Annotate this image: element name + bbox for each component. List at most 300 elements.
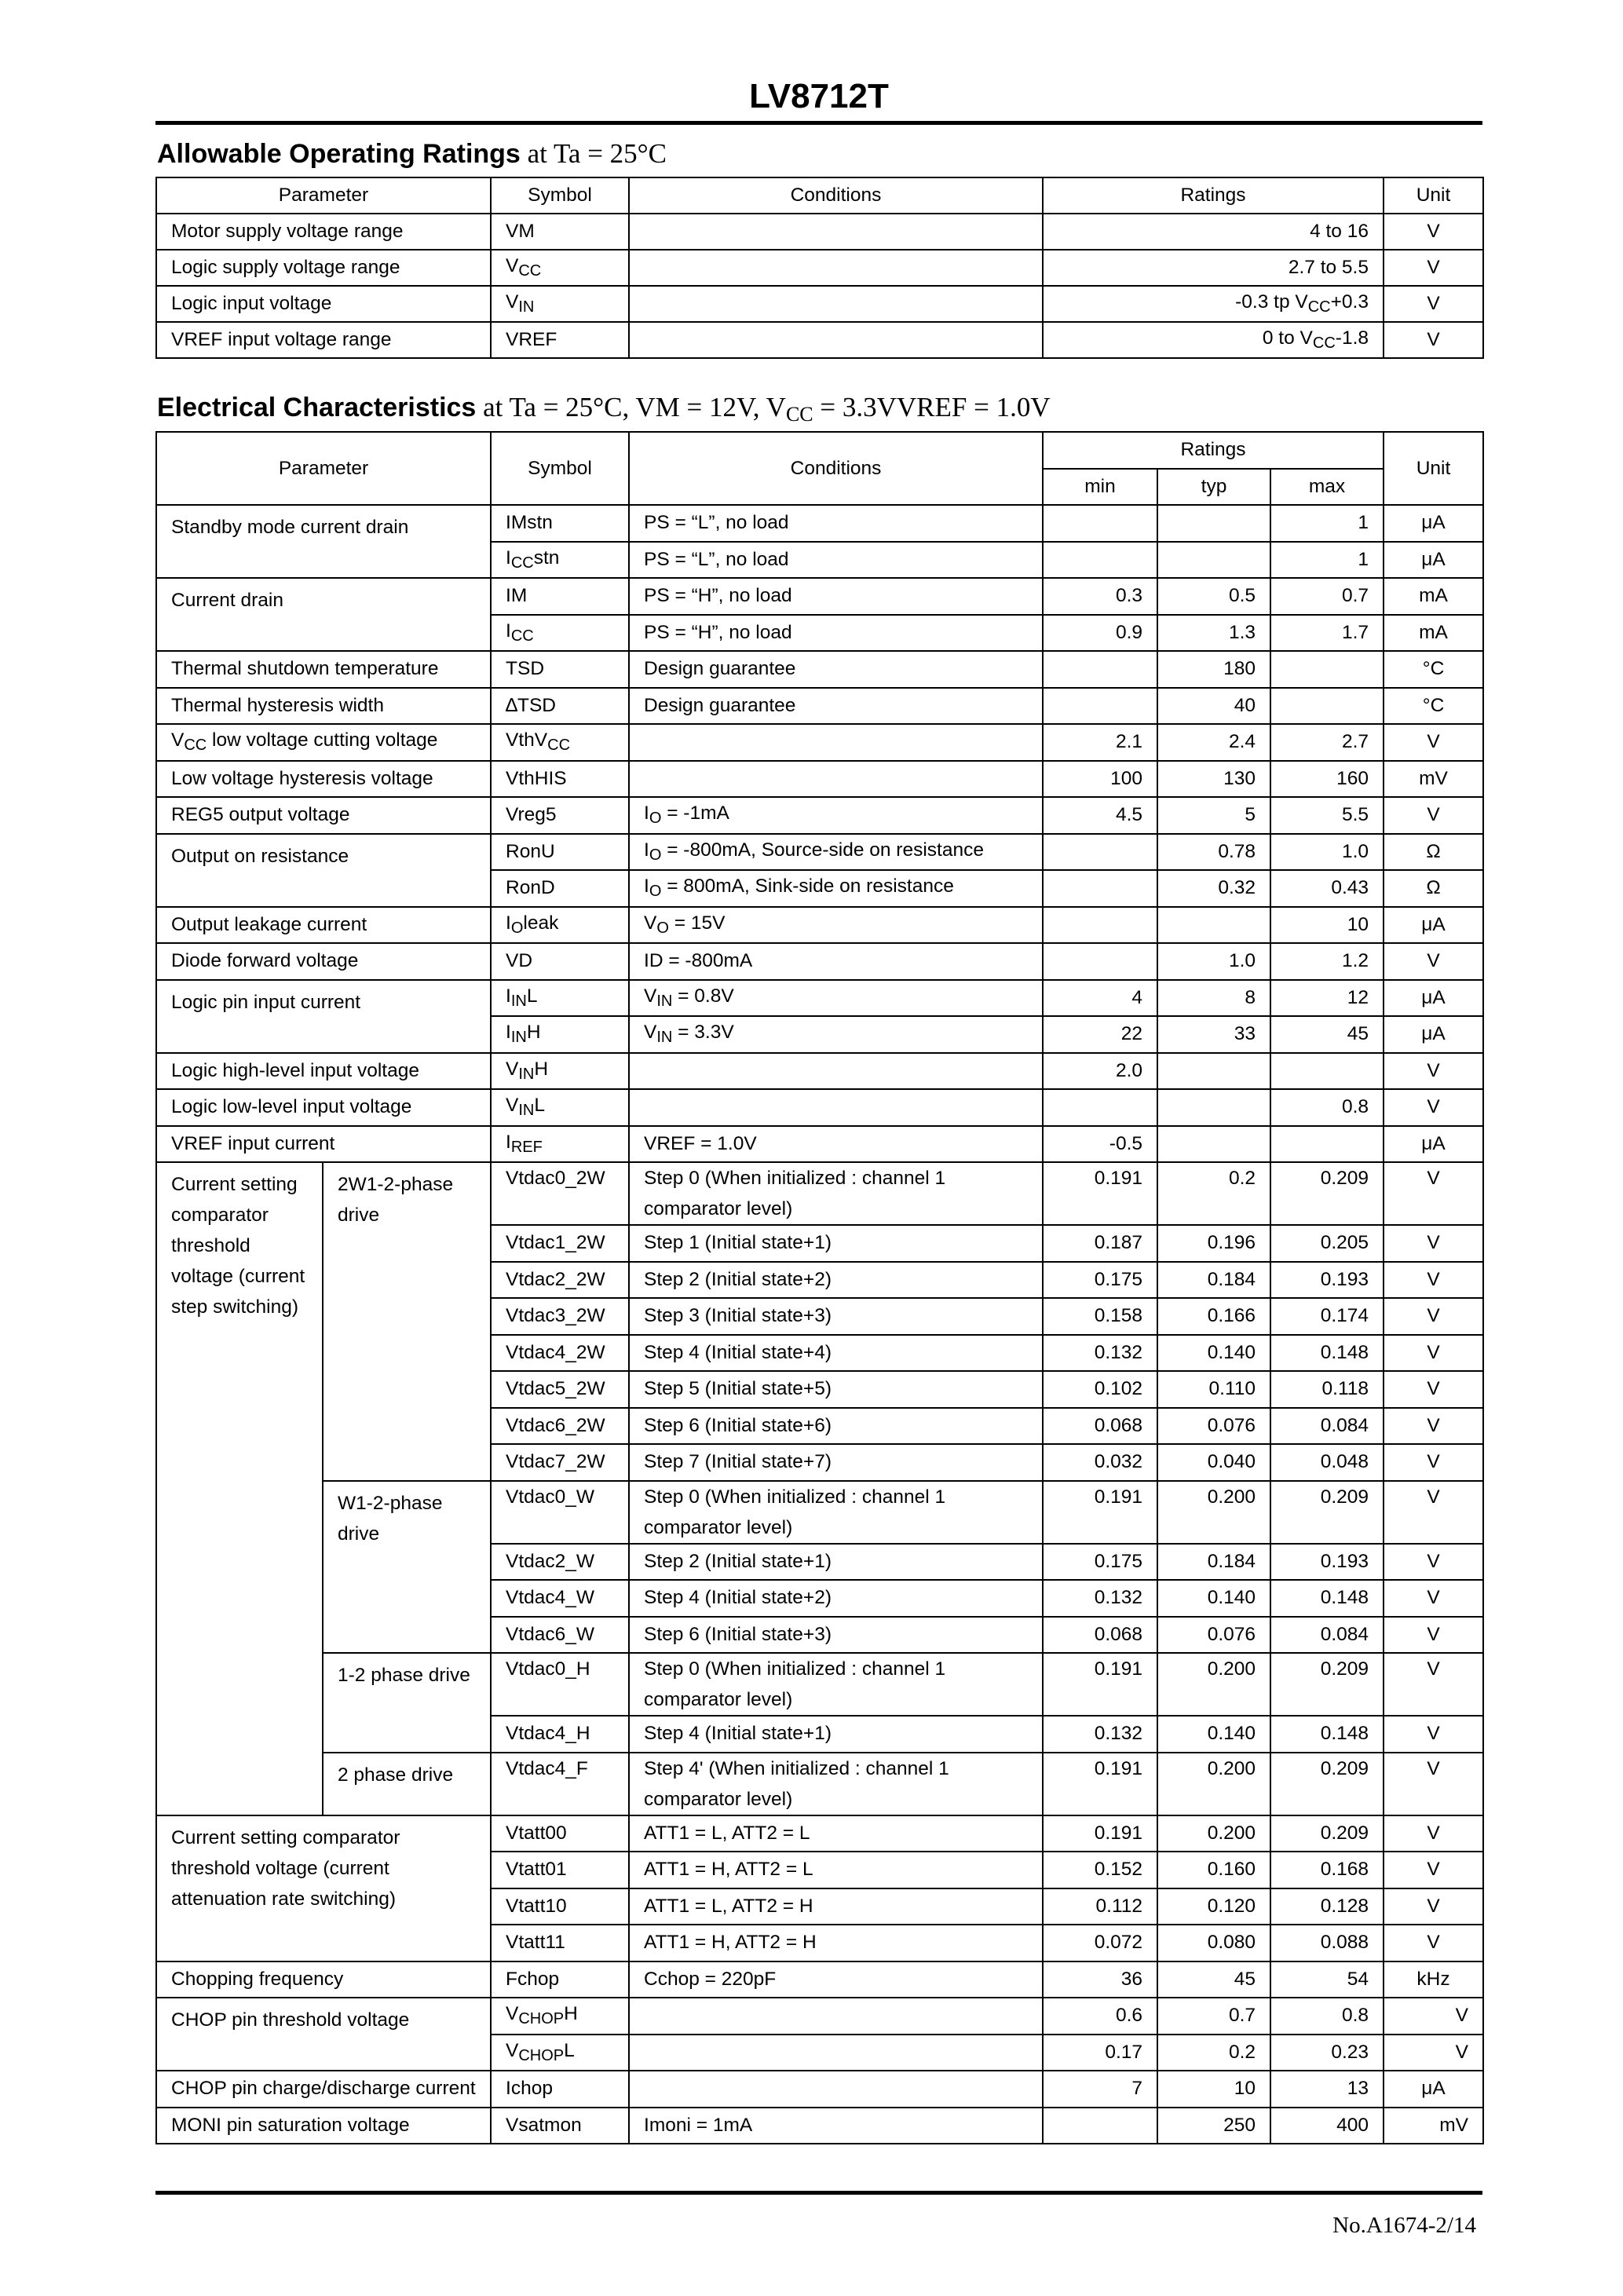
- cell-parameter: VREF input current: [156, 1126, 491, 1163]
- cell-symbol: Vtdac3_2W: [491, 1298, 629, 1335]
- table-row: [156, 797, 1483, 834]
- header-parameter: Parameter: [156, 177, 491, 214]
- cell-unit: Ω: [1384, 834, 1483, 871]
- section-heading-electrical: [157, 392, 1051, 426]
- cell-conditions: Design guarantee: [629, 688, 1043, 725]
- cell-unit: V: [1384, 1444, 1483, 1481]
- table-row: [156, 724, 1483, 761]
- cell-symbol: Vtatt11: [491, 1925, 629, 1961]
- cell-typ: [1157, 505, 1270, 542]
- table-row: [156, 2071, 1483, 2108]
- cell-max: 1.2: [1270, 943, 1384, 980]
- cell-conditions: $V_{IN} = 3.3V$: [629, 1016, 1043, 1053]
- cell-typ: 2.4: [1157, 724, 1270, 761]
- cell-typ: 0.7: [1157, 1998, 1270, 2035]
- cell-min: [1043, 870, 1157, 907]
- cell-parameter: VREF input voltage range: [156, 322, 491, 358]
- cell-typ: 180: [1157, 651, 1270, 688]
- table-row: [156, 250, 1483, 286]
- cell-max: 0.084: [1270, 1617, 1384, 1654]
- cell-max: 0.193: [1270, 1262, 1384, 1299]
- cell-max: 400: [1270, 2108, 1384, 2144]
- cell-conditions: ATT1 = L, ATT2 = L: [629, 1815, 1043, 1852]
- cell-parameter: Diode forward voltage: [156, 943, 491, 980]
- cell-min: 0.102: [1043, 1371, 1157, 1408]
- cell-conditions: PS = “L”, no load: [629, 542, 1043, 579]
- table-row: [156, 943, 1483, 980]
- cell-symbol: VthHIS: [491, 761, 629, 798]
- cell-conditions: ID = -800mA: [629, 943, 1043, 980]
- cell-unit: °C: [1384, 688, 1483, 725]
- cell-typ: 33: [1157, 1016, 1270, 1053]
- cell-drive-mode: W1-2-phase drive: [323, 1481, 491, 1654]
- cell-parameter: Current setting comparator threshold voltage (current attenuation rate switching): [156, 1815, 491, 1961]
- cell-max: 160: [1270, 761, 1384, 798]
- cell-conditions: Step 4 (Initial state+2): [629, 1580, 1043, 1617]
- cell-typ: 0.2: [1157, 1162, 1270, 1225]
- cell-typ: 40: [1157, 688, 1270, 725]
- cell-symbol: $V_{IN}L$: [491, 1089, 629, 1126]
- cell-max: 0.209: [1270, 1162, 1384, 1225]
- cell-symbol: $V_{IN}$: [491, 286, 629, 322]
- cell-typ: 0.196: [1157, 1225, 1270, 1262]
- cell-symbol: ∆TSD: [491, 688, 629, 725]
- cell-typ: 0.200: [1157, 1653, 1270, 1716]
- cell-unit: V: [1384, 2035, 1483, 2071]
- cell-unit: V: [1384, 1888, 1483, 1925]
- cell-symbol: Vtdac4_W: [491, 1580, 629, 1617]
- cell-min: 0.072: [1043, 1925, 1157, 1961]
- cell-unit: kHz: [1384, 1961, 1483, 1998]
- cell-conditions: $I_O = -1mA$: [629, 797, 1043, 834]
- header-ratings: Ratings: [1043, 177, 1384, 214]
- cell-typ: [1157, 907, 1270, 944]
- cell-conditions: Step 6 (Initial state+6): [629, 1408, 1043, 1445]
- cell-symbol: VM: [491, 214, 629, 250]
- cell-unit: V: [1384, 1335, 1483, 1372]
- cell-symbol: Vtdac2_W: [491, 1544, 629, 1581]
- cell-conditions: [629, 214, 1043, 250]
- cell-max: 0.209: [1270, 1753, 1384, 1815]
- cell-max: 1: [1270, 505, 1384, 542]
- cell-max: 0.148: [1270, 1716, 1384, 1753]
- cell-min: [1043, 688, 1157, 725]
- cell-min: 0.17: [1043, 2035, 1157, 2071]
- table-row: [156, 834, 1483, 871]
- cell-min: 0.132: [1043, 1716, 1157, 1753]
- cell-symbol: RonU: [491, 834, 629, 871]
- cell-min: [1043, 943, 1157, 980]
- cell-symbol: $I_{CC}$: [491, 615, 629, 652]
- cell-symbol: $I_{REF}$: [491, 1126, 629, 1163]
- cell-conditions: [629, 322, 1043, 358]
- cell-conditions: Step 5 (Initial state+5): [629, 1371, 1043, 1408]
- cell-symbol: $V_{CHOP}H$: [491, 1998, 629, 2035]
- cell-max: 1: [1270, 542, 1384, 579]
- header-symbol: Symbol: [491, 177, 629, 214]
- cell-symbol: IMstn: [491, 505, 629, 542]
- cell-max: 0.193: [1270, 1544, 1384, 1581]
- cell-symbol: Vreg5: [491, 797, 629, 834]
- cell-typ: 0.200: [1157, 1481, 1270, 1544]
- cell-conditions: PS = “L”, no load: [629, 505, 1043, 542]
- cell-min: 0.158: [1043, 1298, 1157, 1335]
- cell-max: 5.5: [1270, 797, 1384, 834]
- cell-symbol: $V_{IN}H$: [491, 1053, 629, 1090]
- cell-symbol: Vtdac2_2W: [491, 1262, 629, 1299]
- cell-max: 0.209: [1270, 1815, 1384, 1852]
- cell-conditions: ATT1 = L, ATT2 = H: [629, 1888, 1043, 1925]
- cell-symbol: Fchop: [491, 1961, 629, 1998]
- cell-conditions: [629, 1089, 1043, 1126]
- cell-max: 0.8: [1270, 1089, 1384, 1126]
- cell-rating: 4 to 16: [1043, 214, 1384, 250]
- cell-parameter: Output on resistance: [156, 834, 491, 907]
- cell-max: 45: [1270, 1016, 1384, 1053]
- cell-parameter: Motor supply voltage range: [156, 214, 491, 250]
- cell-min: [1043, 542, 1157, 579]
- table-row: [156, 1753, 1483, 1815]
- page-number: No.A1674-2/14: [1332, 2213, 1476, 2238]
- cell-symbol: $I_{CC}stn$: [491, 542, 629, 579]
- cell-unit: °C: [1384, 651, 1483, 688]
- cell-typ: 5: [1157, 797, 1270, 834]
- cell-symbol: $V_{CC}$: [491, 250, 629, 286]
- table-header-row: [156, 432, 1483, 469]
- cell-parameter: Logic high-level input voltage: [156, 1053, 491, 1090]
- cell-max: 0.148: [1270, 1335, 1384, 1372]
- section-heading-operating-ratings: [157, 138, 667, 170]
- cell-max: 0.209: [1270, 1481, 1384, 1544]
- table-row: [156, 286, 1483, 322]
- operating-ratings-table: [155, 177, 1484, 359]
- cell-min: 0.068: [1043, 1617, 1157, 1654]
- cell-unit: μA: [1384, 1016, 1483, 1053]
- table-row: [156, 1653, 1483, 1716]
- cell-typ: 0.200: [1157, 1815, 1270, 1852]
- cell-conditions: ATT1 = H, ATT2 = H: [629, 1925, 1043, 1961]
- cell-conditions: [629, 1053, 1043, 1090]
- cell-unit: V: [1384, 1408, 1483, 1445]
- cell-min: 0.175: [1043, 1544, 1157, 1581]
- cell-unit: V: [1384, 286, 1483, 322]
- cell-parameter: Low voltage hysteresis voltage: [156, 761, 491, 798]
- cell-min: 0.132: [1043, 1335, 1157, 1372]
- cell-max: 0.048: [1270, 1444, 1384, 1481]
- cell-typ: 0.166: [1157, 1298, 1270, 1335]
- cell-conditions: PS = “H”, no load: [629, 615, 1043, 652]
- section-condition: at Ta = 25°C, VM = 12V, $V_{CC}$ = 3.3VVREF = 1.0V: [476, 392, 1051, 426]
- cell-symbol: Ichop: [491, 2071, 629, 2108]
- table-row: [156, 578, 1483, 615]
- table-row: [156, 1481, 1483, 1544]
- cell-parameter: Thermal hysteresis width: [156, 688, 491, 725]
- cell-unit: V: [1384, 1162, 1483, 1225]
- cell-min: 0.3: [1043, 578, 1157, 615]
- cell-parameter: REG5 output voltage: [156, 797, 491, 834]
- table-row: [156, 651, 1483, 688]
- cell-min: 36: [1043, 1961, 1157, 1998]
- cell-unit: V: [1384, 214, 1483, 250]
- header-min: min: [1043, 469, 1157, 506]
- cell-conditions: Step 2 (Initial state+1): [629, 1544, 1043, 1581]
- cell-symbol: TSD: [491, 651, 629, 688]
- cell-parameter: Logic supply voltage range: [156, 250, 491, 286]
- cell-typ: [1157, 1089, 1270, 1126]
- electrical-characteristics-table: [155, 431, 1484, 2144]
- cell-typ: 0.160: [1157, 1852, 1270, 1888]
- cell-max: [1270, 651, 1384, 688]
- cell-unit: V: [1384, 1298, 1483, 1335]
- cell-typ: 0.076: [1157, 1617, 1270, 1654]
- cell-conditions: [629, 286, 1043, 322]
- cell-min: 7: [1043, 2071, 1157, 2108]
- cell-typ: 0.120: [1157, 1888, 1270, 1925]
- table-row: [156, 322, 1483, 358]
- cell-unit: V: [1384, 943, 1483, 980]
- cell-conditions: Step 6 (Initial state+3): [629, 1617, 1043, 1654]
- cell-max: 0.209: [1270, 1653, 1384, 1716]
- cell-unit: V: [1384, 1653, 1483, 1716]
- cell-parameter: Chopping frequency: [156, 1961, 491, 1998]
- cell-unit: V: [1384, 322, 1483, 358]
- cell-max: 10: [1270, 907, 1384, 944]
- cell-max: 1.7: [1270, 615, 1384, 652]
- cell-parameter: Current drain: [156, 578, 491, 651]
- cell-unit: V: [1384, 1371, 1483, 1408]
- cell-unit: V: [1384, 1580, 1483, 1617]
- table-row: [156, 761, 1483, 798]
- cell-symbol: $I_{IN}H$: [491, 1016, 629, 1053]
- cell-unit: μA: [1384, 505, 1483, 542]
- cell-unit: V: [1384, 1815, 1483, 1852]
- cell-symbol: Vtdac4_H: [491, 1716, 629, 1753]
- table-row: [156, 1961, 1483, 1998]
- cell-max: 1.0: [1270, 834, 1384, 871]
- cell-max: 0.43: [1270, 870, 1384, 907]
- cell-parameter: Current setting comparator threshold voltage (current step switching): [156, 1162, 323, 1815]
- header-rule: [155, 121, 1482, 125]
- cell-min: 100: [1043, 761, 1157, 798]
- cell-parameter: Logic input voltage: [156, 286, 491, 322]
- cell-unit: V: [1384, 1617, 1483, 1654]
- cell-min: 0.191: [1043, 1815, 1157, 1852]
- cell-symbol: VthV$_{CC}$: [491, 724, 629, 761]
- cell-typ: 0.184: [1157, 1262, 1270, 1299]
- cell-symbol: Vtdac5_2W: [491, 1371, 629, 1408]
- cell-conditions: $V_O = 15V$: [629, 907, 1043, 944]
- cell-symbol: Vtdac4_2W: [491, 1335, 629, 1372]
- cell-unit: V: [1384, 1089, 1483, 1126]
- cell-drive-mode: 2W1-2-phase drive: [323, 1162, 491, 1481]
- cell-min: 0.191: [1043, 1753, 1157, 1815]
- header-symbol: Symbol: [491, 432, 629, 505]
- cell-parameter: Output leakage current: [156, 907, 491, 944]
- cell-typ: 0.5: [1157, 578, 1270, 615]
- table-row: [156, 1089, 1483, 1126]
- cell-symbol: Vtdac0_H: [491, 1653, 629, 1716]
- cell-unit: mV: [1384, 761, 1483, 798]
- table-row: [156, 1126, 1483, 1163]
- table-row: [156, 505, 1483, 542]
- cell-conditions: [629, 250, 1043, 286]
- cell-parameter: Thermal shutdown temperature: [156, 651, 491, 688]
- cell-symbol: Vtatt10: [491, 1888, 629, 1925]
- cell-unit: V: [1384, 1225, 1483, 1262]
- cell-symbol: RonD: [491, 870, 629, 907]
- cell-max: 12: [1270, 980, 1384, 1017]
- cell-conditions: Step 2 (Initial state+2): [629, 1262, 1043, 1299]
- cell-min: [1043, 834, 1157, 871]
- cell-conditions: Step 1 (Initial state+1): [629, 1225, 1043, 1262]
- cell-symbol: Vtdac6_W: [491, 1617, 629, 1654]
- cell-max: 0.8: [1270, 1998, 1384, 2035]
- cell-typ: [1157, 1126, 1270, 1163]
- cell-min: 0.132: [1043, 1580, 1157, 1617]
- cell-typ: 0.040: [1157, 1444, 1270, 1481]
- cell-conditions: $I_O = -800mA$, Source-side on resistance: [629, 834, 1043, 871]
- cell-max: 0.088: [1270, 1925, 1384, 1961]
- cell-unit: μA: [1384, 2071, 1483, 2108]
- cell-min: 0.187: [1043, 1225, 1157, 1262]
- cell-max: 0.128: [1270, 1888, 1384, 1925]
- cell-unit: V: [1384, 250, 1483, 286]
- cell-unit: V: [1384, 1753, 1483, 1815]
- cell-typ: 130: [1157, 761, 1270, 798]
- cell-max: 0.118: [1270, 1371, 1384, 1408]
- cell-unit: V: [1384, 1925, 1483, 1961]
- cell-unit: V: [1384, 1481, 1483, 1544]
- cell-typ: 45: [1157, 1961, 1270, 1998]
- header-ratings: Ratings: [1043, 432, 1384, 469]
- cell-typ: 0.080: [1157, 1925, 1270, 1961]
- cell-unit: V: [1384, 1262, 1483, 1299]
- cell-conditions: $V_{IN} = 0.8V$: [629, 980, 1043, 1017]
- cell-conditions: Step 0 (When initialized : channel 1 comparator level): [629, 1481, 1043, 1544]
- cell-min: [1043, 1089, 1157, 1126]
- cell-symbol: VREF: [491, 322, 629, 358]
- cell-typ: 250: [1157, 2108, 1270, 2144]
- cell-min: 0.9: [1043, 615, 1157, 652]
- cell-unit: mV: [1384, 2108, 1483, 2144]
- cell-max: 2.7: [1270, 724, 1384, 761]
- cell-typ: 10: [1157, 2071, 1270, 2108]
- cell-min: 22: [1043, 1016, 1157, 1053]
- page-title: LV8712T: [749, 77, 889, 115]
- cell-unit: mA: [1384, 578, 1483, 615]
- cell-max: [1270, 1126, 1384, 1163]
- cell-typ: 0.32: [1157, 870, 1270, 907]
- cell-max: 0.7: [1270, 578, 1384, 615]
- cell-parameter: Logic low-level input voltage: [156, 1089, 491, 1126]
- table-row: [156, 1998, 1483, 2035]
- cell-min: 0.032: [1043, 1444, 1157, 1481]
- cell-min: 0.191: [1043, 1162, 1157, 1225]
- cell-typ: 1.0: [1157, 943, 1270, 980]
- cell-conditions: $I_O = 800mA$, Sink-side on resistance: [629, 870, 1043, 907]
- cell-parameter: Standby mode current drain: [156, 505, 491, 578]
- cell-unit: μA: [1384, 542, 1483, 579]
- cell-min: [1043, 2108, 1157, 2144]
- cell-symbol: Vtdac1_2W: [491, 1225, 629, 1262]
- cell-max: 0.148: [1270, 1580, 1384, 1617]
- cell-max: 0.084: [1270, 1408, 1384, 1445]
- cell-parameter: CHOP pin threshold voltage: [156, 1998, 491, 2071]
- cell-conditions: Imoni = 1mA: [629, 2108, 1043, 2144]
- cell-drive-mode: 2 phase drive: [323, 1753, 491, 1815]
- cell-min: 0.152: [1043, 1852, 1157, 1888]
- cell-min: 2.1: [1043, 724, 1157, 761]
- cell-min: -0.5: [1043, 1126, 1157, 1163]
- cell-unit: μA: [1384, 907, 1483, 944]
- cell-conditions: [629, 2071, 1043, 2108]
- section-title: Allowable Operating Ratings: [157, 139, 521, 169]
- cell-unit: V: [1384, 797, 1483, 834]
- cell-drive-mode: 1-2 phase drive: [323, 1653, 491, 1753]
- cell-min: 0.068: [1043, 1408, 1157, 1445]
- cell-parameter: Logic pin input current: [156, 980, 491, 1053]
- cell-min: [1043, 651, 1157, 688]
- cell-conditions: Step 3 (Initial state+3): [629, 1298, 1043, 1335]
- cell-max: 0.23: [1270, 2035, 1384, 2071]
- cell-typ: 8: [1157, 980, 1270, 1017]
- cell-max: 0.168: [1270, 1852, 1384, 1888]
- cell-max: 0.174: [1270, 1298, 1384, 1335]
- cell-typ: 0.78: [1157, 834, 1270, 871]
- cell-min: 4.5: [1043, 797, 1157, 834]
- section-condition: at Ta = 25°C: [520, 138, 667, 169]
- cell-symbol: $I_Oleak$: [491, 907, 629, 944]
- table-row: [156, 1815, 1483, 1852]
- cell-unit: μA: [1384, 1126, 1483, 1163]
- cell-typ: 0.076: [1157, 1408, 1270, 1445]
- cell-conditions: [629, 761, 1043, 798]
- cell-parameter: CHOP pin charge/discharge current: [156, 2071, 491, 2108]
- cell-unit: V: [1384, 1716, 1483, 1753]
- table-row: [156, 2108, 1483, 2144]
- cell-unit: V: [1384, 1053, 1483, 1090]
- cell-max: 0.205: [1270, 1225, 1384, 1262]
- cell-min: 2.0: [1043, 1053, 1157, 1090]
- cell-max: 13: [1270, 2071, 1384, 2108]
- cell-conditions: ATT1 = H, ATT2 = L: [629, 1852, 1043, 1888]
- cell-parameter: MONI pin saturation voltage: [156, 2108, 491, 2144]
- cell-symbol: Vtdac4_F: [491, 1753, 629, 1815]
- cell-parameter: $V_{CC}$ low voltage cutting voltage: [156, 724, 491, 761]
- cell-conditions: Step 4 (Initial state+1): [629, 1716, 1043, 1753]
- cell-unit: μA: [1384, 980, 1483, 1017]
- cell-unit: Ω: [1384, 870, 1483, 907]
- cell-max: [1270, 688, 1384, 725]
- cell-conditions: Step 0 (When initialized : channel 1 comparator level): [629, 1653, 1043, 1716]
- cell-conditions: Step 4 (Initial state+4): [629, 1335, 1043, 1372]
- cell-symbol: $I_{IN}L$: [491, 980, 629, 1017]
- cell-typ: 0.110: [1157, 1371, 1270, 1408]
- cell-min: 0.191: [1043, 1481, 1157, 1544]
- cell-symbol: Vtdac0_2W: [491, 1162, 629, 1225]
- cell-min: 4: [1043, 980, 1157, 1017]
- cell-typ: 0.184: [1157, 1544, 1270, 1581]
- cell-typ: 0.200: [1157, 1753, 1270, 1815]
- table-row: [156, 1162, 1483, 1225]
- table-row: [156, 907, 1483, 944]
- cell-min: [1043, 907, 1157, 944]
- cell-conditions: [629, 1998, 1043, 2035]
- header-parameter: Parameter: [156, 432, 491, 505]
- footer-rule: [155, 2191, 1482, 2195]
- cell-conditions: [629, 724, 1043, 761]
- header-unit: Unit: [1384, 177, 1483, 214]
